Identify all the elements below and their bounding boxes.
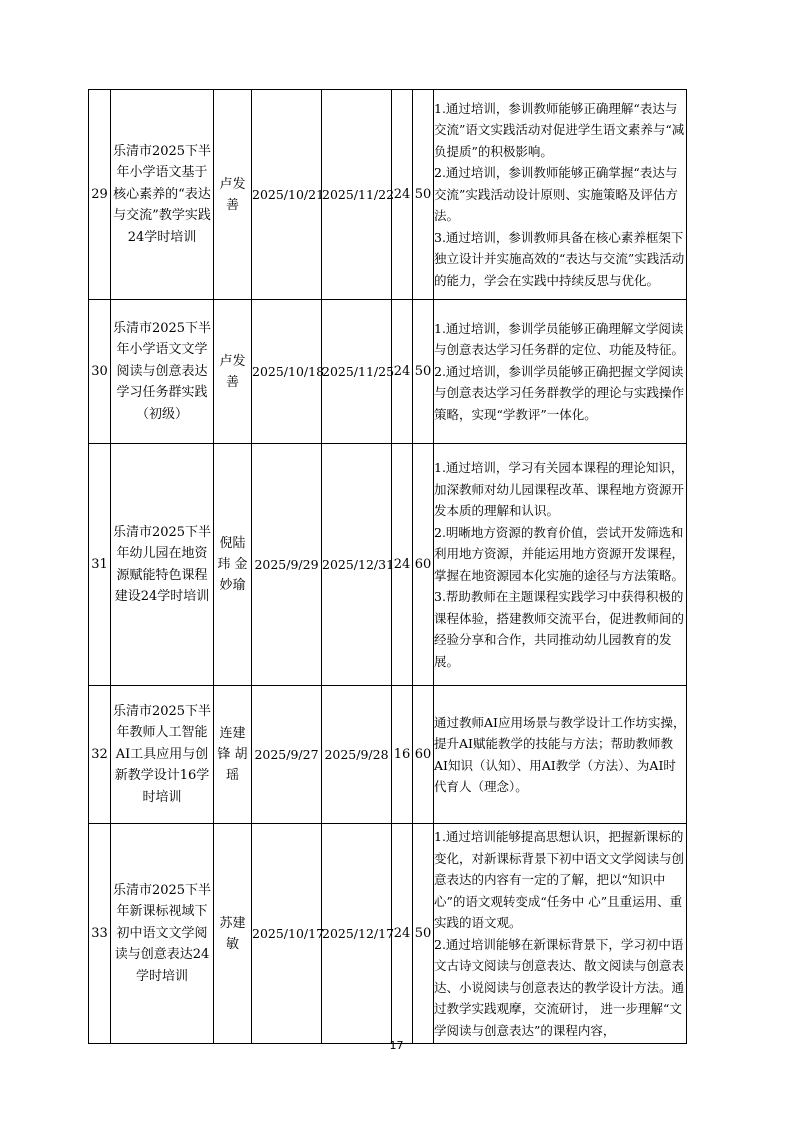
end-date: 2025/12/31 [322, 444, 392, 686]
training-goals [434, 90, 687, 300]
row-number: 33 [89, 824, 111, 1044]
teacher-name: 卢发善 [214, 90, 252, 300]
page-number: 17 [389, 1039, 404, 1052]
row-number: 30 [89, 300, 111, 444]
end-date: 2025/11/22 [322, 90, 392, 300]
start-date: 2025/10/17 [252, 824, 322, 1044]
teacher-name: 卢发善 [214, 300, 252, 444]
end-date: 2025/11/25 [322, 300, 392, 444]
goal-item: 1.通过培训，学习有关园本课程的理论知识，加深教师对幼儿园课程改革、课程地方资源开发本质的理解和认识。 [434, 460, 685, 518]
training-name: 乐清市2025下半年小学语文基于核心素养的“表达与交流”教学实践24学时培训 [111, 90, 214, 300]
hours: 16 [392, 686, 413, 824]
hours: 24 [392, 824, 413, 1044]
training-table [88, 89, 687, 1044]
teacher-name: 苏建敏 [214, 824, 252, 1044]
goal-item: 1.通过培训，参训教师能够正确理解“表达与交流”语文实践活动对促进学生语文素养与“减负提质”的积极影响。 [434, 100, 685, 159]
training-name: 乐清市2025下半年小学语文文学阅读与创意表达学习任务群实践（初级） [111, 300, 214, 444]
start-date: 2025/10/21 [252, 90, 322, 300]
table-row [89, 824, 687, 1044]
goal-item: 2.明晰地方资源的教育价值，尝试开发筛选和利用地方资源，并能运用地方资源开发课程，掌握在地资源园本化实施的途径与方法策略。 [434, 524, 685, 583]
row-number: 29 [89, 90, 111, 300]
goal-item: 3.通过培训，参训教师具备在核心素养框架下独立设计并实施高效的“表达与交流”实践活动的能力，学会在实践中持续反思与优化。 [434, 229, 685, 288]
table-row [89, 686, 687, 824]
goal-item: 2.通过培训能够在新课标背景下，学习初中语文古诗文阅读与创意表达、散文阅读与创意表达、小说阅读与创意表达的教学设计方法。通过教学实践观摩，交流研讨， 进一步理解“文学阅读与创意表达”的课程内容， [434, 936, 685, 1038]
training-name: 乐清市2025下半年幼儿园在地资源赋能特色课程建设24学时培训 [111, 444, 214, 686]
goal-item: 3.帮助教师在主题课程实践学习中获得积极的课程体验，搭建教师交流平台，促进教师间的经验分享和合作，共同推动幼儿园教育的发展。 [434, 589, 685, 669]
goal-item: 通过教师AI应用场景与教学设计工作坊实操，提升AI赋能教学的技能与方法；帮助教师教AI知识（认知）、用AI教学（方法）、为AI时代育人（理念）。 [434, 714, 686, 794]
hours: 24 [392, 90, 413, 300]
training-goals [434, 444, 687, 686]
hours: 24 [392, 300, 413, 444]
end-date: 2025/12/17 [322, 824, 392, 1044]
teacher-name: 连建锋 胡 瑶 [214, 686, 252, 824]
start-date: 2025/9/29 [252, 444, 322, 686]
hours: 24 [392, 444, 413, 686]
teacher-name: 倪陆玮 金妙瑜 [214, 444, 252, 686]
training-name: 乐清市2025下半年新课标视域下初中语文文学阅读与创意表达24学时培训 [111, 824, 214, 1044]
table-row [89, 90, 687, 300]
capacity: 50 [413, 824, 434, 1044]
row-number: 31 [89, 444, 111, 686]
table-body [89, 90, 687, 1044]
document-page [88, 89, 686, 1044]
training-goals [434, 300, 687, 444]
training-goals [434, 824, 687, 1044]
end-date: 2025/9/28 [322, 686, 392, 824]
row-number: 32 [89, 686, 111, 824]
training-goals [434, 686, 687, 824]
table-row [89, 444, 687, 686]
capacity: 50 [413, 300, 434, 444]
goal-item: 2.通过培训，参训教师能够正确掌握“表达与交流”实践活动设计原则、实施策略及评估方法。 [434, 165, 678, 224]
start-date: 2025/9/27 [252, 686, 322, 824]
start-date: 2025/10/18 [252, 300, 322, 444]
capacity: 60 [413, 444, 434, 686]
goal-item: 1.通过培训能够提高思想认识，把握新课标的变化，对新课标背景下初中语文文学阅读与创意表达的内容有一定的了解，把以“知识中心”的语文观转变成“任务中 心”且重运用、重实践的语文观。 [434, 829, 685, 930]
capacity: 50 [413, 90, 434, 300]
goal-item: 1.通过培训，参训学员能够正确理解文学阅读与创意表达学习任务群的定位、功能及特征。 [434, 320, 685, 358]
table-row [89, 300, 687, 444]
goal-item: 2.通过培训，参训学员能够正确把握文学阅读与创意表达学习任务群教学的理论与实践操作策略，实现“学教评”一体化。 [434, 363, 685, 422]
capacity: 60 [413, 686, 434, 824]
training-name: 乐清市2025下半年教师人工智能AI工具应用与创新教学设计16学时培训 [111, 686, 214, 824]
